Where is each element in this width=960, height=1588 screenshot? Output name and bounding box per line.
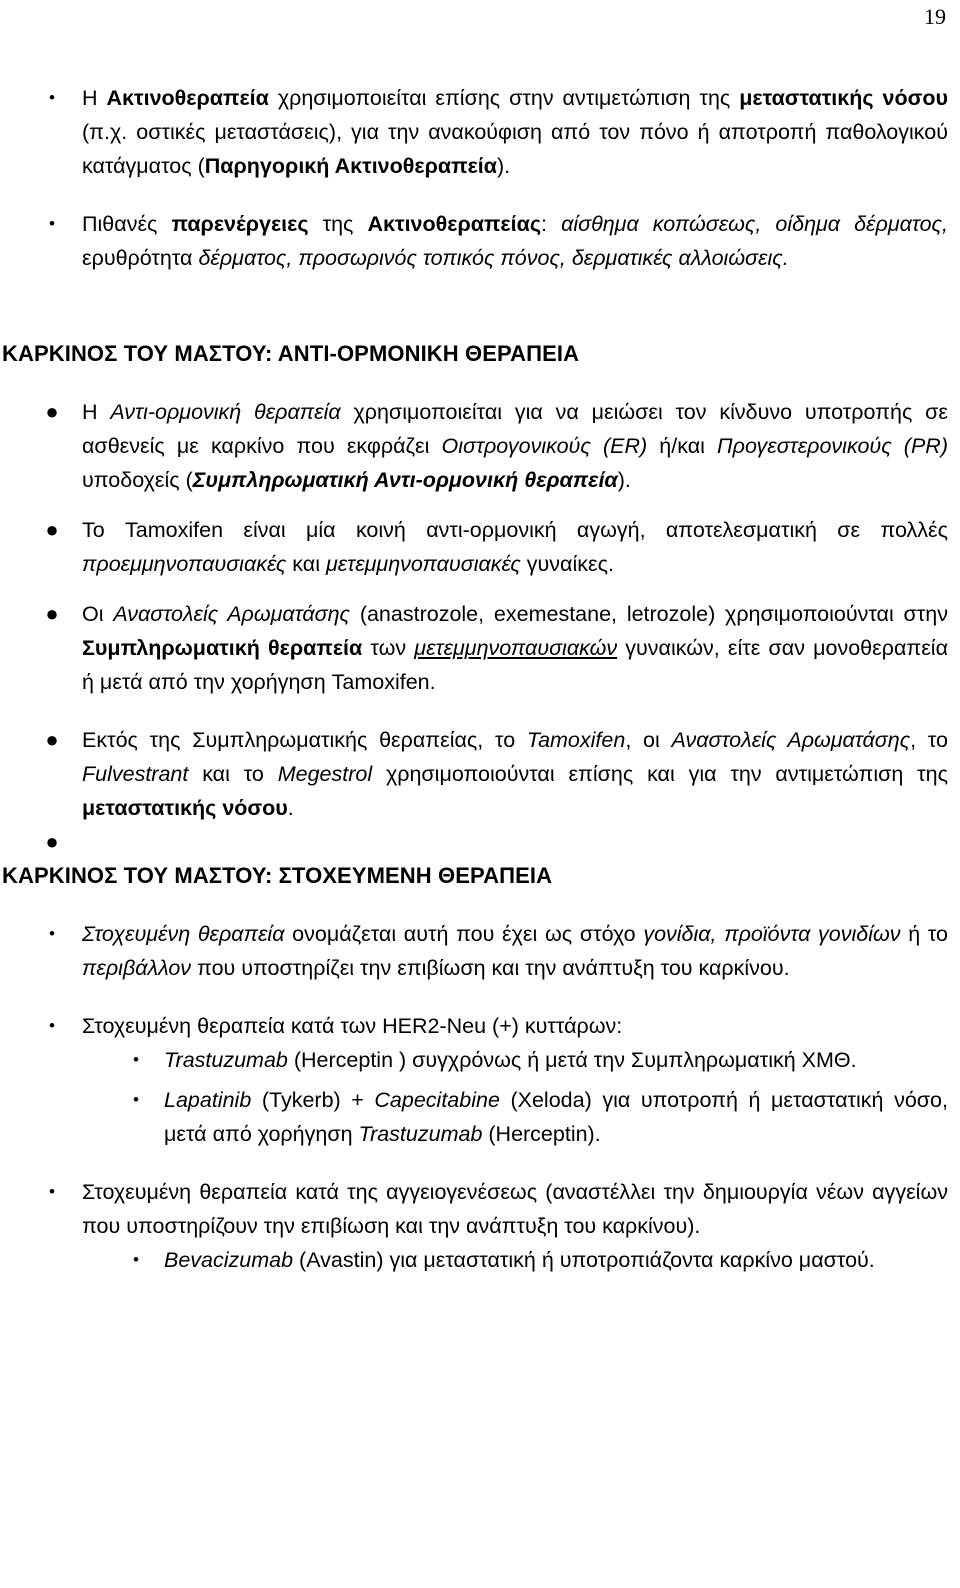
targeted-list bbox=[0, 917, 948, 1277]
text-italic: Bevacizumab bbox=[164, 1248, 294, 1272]
text-italic: αίσθημα κοπώσεως, οίδημα δέρματος, bbox=[561, 212, 948, 236]
text: (Xeloda) για υποτροπή ή μεταστατική νόσο, μετά από χορήγηση bbox=[164, 1088, 948, 1146]
text: (anastrozole, exemestane, letrozole) χρησιμοποιούνται στην bbox=[350, 602, 948, 626]
angiogenesis-sublist bbox=[0, 1243, 948, 1277]
bullet-icon: • bbox=[49, 1016, 55, 1035]
bullet-icon: ● bbox=[45, 517, 59, 542]
text: γυναίκες. bbox=[520, 552, 614, 576]
text: Η bbox=[82, 86, 107, 110]
text: ). bbox=[617, 468, 631, 492]
text: Οι bbox=[82, 602, 114, 626]
text-bold: παρενέργειες bbox=[171, 212, 309, 236]
bullet-icon: ● bbox=[45, 601, 59, 626]
text-italic: Tamoxifen bbox=[526, 728, 626, 752]
bullet-icon: • bbox=[49, 924, 55, 943]
text: ονομάζεται αυτή που έχει ως στόχο bbox=[284, 922, 644, 946]
bullet-icon: • bbox=[49, 88, 55, 107]
section-heading-hormonal: ΚΑΡΚΙΝΟΣ ΤΟΥ ΜΑΣΤΟΥ: ΑΝΤΙ-ΟΡΜΟΝΙΚΗ ΘΕΡΑΠΕΙΑ bbox=[2, 341, 580, 366]
list-item-aromatase bbox=[0, 597, 948, 699]
list-item-metastatic-hormonal bbox=[0, 723, 948, 825]
text-italic: Αναστολείς Αρωματάσης bbox=[113, 602, 351, 626]
her2-sublist bbox=[0, 1043, 948, 1151]
list-item-angiogenesis bbox=[0, 1175, 948, 1277]
text: . bbox=[287, 796, 294, 820]
text: (Herceptin ) συγχρόνως ή μετά την Συμπληρωματική ΧΜΘ. bbox=[287, 1048, 857, 1072]
list-item-empty bbox=[0, 825, 948, 859]
text: χρησιμοποιούνται επίσης και για την αντιμετώπιση της bbox=[372, 762, 948, 786]
text: ή/και bbox=[647, 434, 718, 458]
bullet-icon: ● bbox=[45, 829, 59, 854]
text-italic: μετεμμηνοπαυσιακές bbox=[325, 552, 521, 576]
text: ή το bbox=[900, 922, 949, 946]
text: και bbox=[286, 552, 326, 576]
text: γυναικών, είτε σαν μονοθεραπεία ή μετά από την χορήγηση Tamoxifen. bbox=[82, 636, 948, 694]
text-italic: Αντι-ορμονική θεραπεία bbox=[110, 400, 341, 424]
text-bold: Ακτινοθεραπεία bbox=[106, 86, 269, 110]
text: ερυθρότητα bbox=[82, 246, 199, 270]
sub-item-bevacizumab bbox=[0, 1243, 948, 1277]
text-bold: Παρηγορική Ακτινοθεραπεία bbox=[204, 154, 497, 178]
text: και το bbox=[188, 762, 278, 786]
text-bold-italic: Συμπληρωματική Αντι-ορμονική θεραπεία bbox=[192, 468, 618, 492]
page-number: 19 bbox=[924, 4, 946, 29]
text: (Avastin) για μεταστατική ή υποτροπιάζοντα καρκίνο μαστού. bbox=[293, 1248, 875, 1272]
text-italic: δέρματος, προσωρινός τοπικός πόνος, δερματικές αλλοιώσεις. bbox=[198, 246, 789, 270]
list-item-targeted-definition bbox=[0, 917, 948, 985]
text-bold: μεταστατικής νόσου bbox=[82, 796, 288, 820]
bullet-icon: • bbox=[49, 214, 55, 233]
list-item-antihormonal bbox=[0, 395, 948, 497]
text-italic: Lapatinib bbox=[164, 1088, 252, 1112]
bullet-icon: • bbox=[49, 1182, 55, 1201]
bullet-icon: ● bbox=[45, 399, 59, 424]
text: Στοχευμένη θεραπεία κατά της αγγειογενέσεως (αναστέλλει την δημιουργία νέων αγγείων που υποστηρίζουν την επιβίωση και την ανάπτυξη του καρκίνου). bbox=[82, 1180, 948, 1238]
text-italic: Fulvestrant bbox=[82, 762, 189, 786]
text-italic: Megestrol bbox=[277, 762, 373, 786]
list-item-tamoxifen bbox=[0, 513, 948, 581]
text-italic: Trastuzumab bbox=[358, 1122, 483, 1146]
text-bold: Συμπληρωματική θεραπεία bbox=[82, 636, 363, 660]
list-item-side-effects bbox=[0, 207, 948, 275]
section-heading-targeted: ΚΑΡΚΙΝΟΣ ΤΟΥ ΜΑΣΤΟΥ: ΣΤΟΧΕΥΜΕΝΗ ΘΕΡΑΠΕΙΑ bbox=[2, 863, 553, 888]
text: Εκτός της Συμπληρωματικής θεραπείας, το bbox=[82, 728, 527, 752]
bullet-icon: ● bbox=[45, 727, 59, 752]
text: που υποστηρίζει την επιβίωση και την ανάπτυξη του καρκίνου. bbox=[191, 956, 790, 980]
text-italic: γονίδια, προϊόντα γονιδίων bbox=[643, 922, 901, 946]
text: Το Tamoxifen είναι μία κοινή αντι-ορμονική αγωγή, αποτελεσματική σε πολλές bbox=[82, 518, 948, 542]
list-item-her2 bbox=[0, 1009, 948, 1151]
text: (Herceptin). bbox=[482, 1122, 601, 1146]
text-italic: Προγεστερονικούς (PR) bbox=[717, 434, 948, 458]
text: ). bbox=[496, 154, 511, 178]
text-italic: Στοχευμένη θεραπεία bbox=[82, 922, 285, 946]
bullet-icon: • bbox=[133, 1090, 139, 1109]
text: υποδοχείς ( bbox=[82, 468, 193, 492]
text: των bbox=[362, 636, 415, 660]
text: (π.χ. οστικές μεταστάσεις), για την ανακούφιση από τον πόνο ή αποτροπή παθολογικού κατάγματος ( bbox=[82, 120, 948, 178]
text-italic: Αναστολείς Αρωματάσης bbox=[671, 728, 911, 752]
text-italic: Capecitabine bbox=[374, 1088, 500, 1112]
text: της bbox=[308, 212, 368, 236]
hormonal-list bbox=[0, 395, 948, 859]
text-bold: μεταστατικής νόσου bbox=[739, 86, 948, 110]
text: Στοχευμένη θεραπεία κατά των HER2-Neu (+) κυττάρων: bbox=[82, 1014, 623, 1038]
text: (Tykerb) + bbox=[251, 1088, 375, 1112]
bullet-icon: • bbox=[133, 1250, 139, 1269]
text: χρησιμοποιείται για να μειώσει τον κίνδυνο υποτροπής σε ασθενείς με καρκίνο που εκφράζει bbox=[82, 400, 948, 458]
text: Η bbox=[82, 400, 111, 424]
sub-item-trastuzumab bbox=[0, 1043, 948, 1077]
document-body bbox=[0, 81, 948, 1277]
text-italic: Οιστρογονικούς (ER) bbox=[441, 434, 648, 458]
text-italic: περιβάλλον bbox=[82, 956, 192, 980]
text-italic: προεμμηνοπαυσιακές bbox=[82, 552, 287, 576]
text: , οι bbox=[625, 728, 672, 752]
list-item-metastatic-radiotherapy bbox=[0, 81, 948, 183]
text-bold: Ακτινοθεραπείας bbox=[367, 212, 542, 236]
sub-item-lapatinib bbox=[0, 1083, 948, 1151]
text-italic: Trastuzumab bbox=[164, 1048, 288, 1072]
text: , το bbox=[910, 728, 949, 752]
text: Πιθανές bbox=[82, 212, 172, 236]
bullet-icon: • bbox=[133, 1050, 139, 1069]
text: χρησιμοποιείται επίσης στην αντιμετώπιση της bbox=[268, 86, 740, 110]
radiotherapy-list bbox=[0, 81, 948, 275]
text: : bbox=[541, 212, 562, 236]
text-italic-underlined: μετεμμηνοπαυσιακών bbox=[414, 636, 618, 660]
